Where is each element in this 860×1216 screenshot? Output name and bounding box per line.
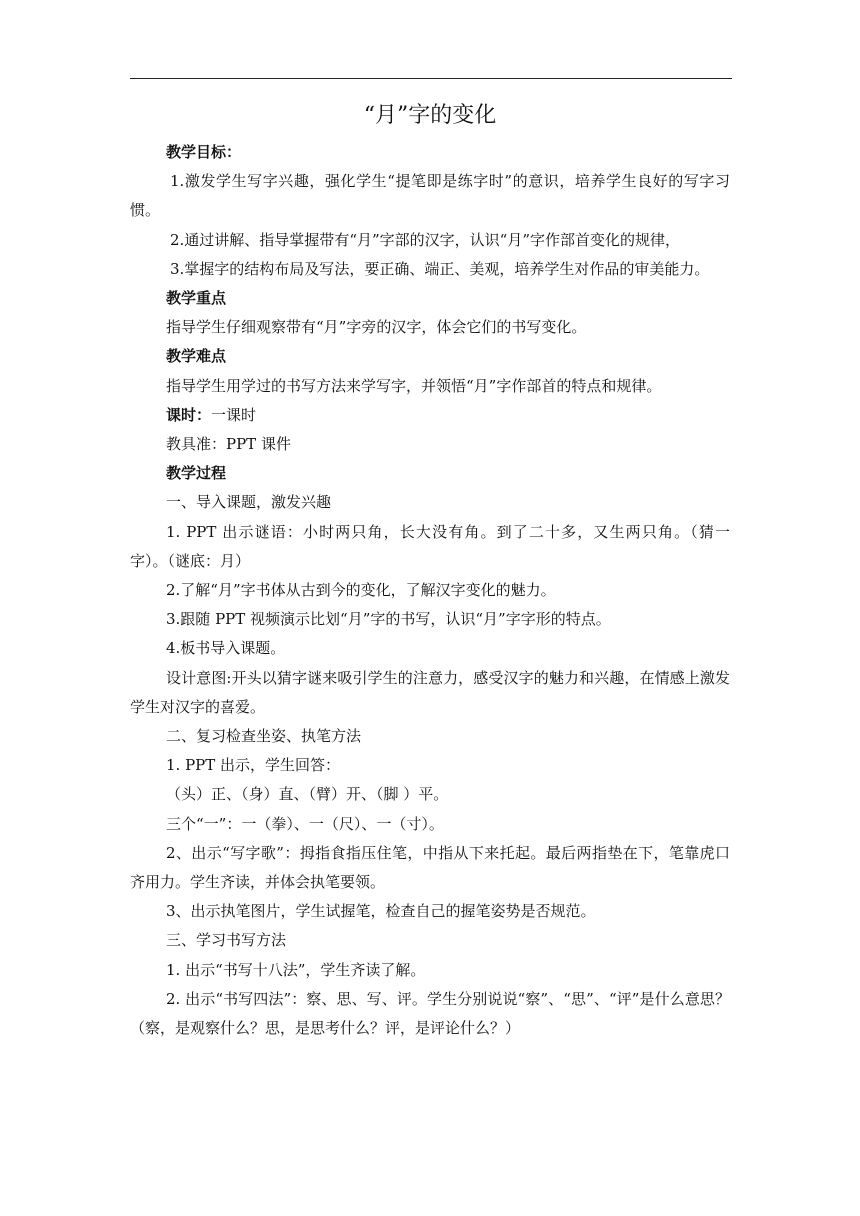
difficulty-heading: 教学难点 (166, 347, 227, 366)
s1-item-2: 2.了解“月”字书体从古到今的变化，了解汉字变化的魅力。 (166, 581, 556, 600)
tools-line: 教具准：PPT 课件 (166, 435, 291, 454)
s3-item-1: 1. 出示“书写十八法”，学生齐读了解。 (166, 960, 426, 979)
key-point-heading: 教学重点 (166, 289, 227, 308)
key-point-text: 指导学生仔细观察带有“月”字旁的汉字，体会它们的书写变化。 (166, 318, 587, 337)
s1-item-3: 3.跟随 PPT 视频演示比划“月”字的书写，认识“月”字字形的特点。 (166, 610, 611, 629)
section-2-heading: 二、复习检查坐姿、执笔方法 (166, 727, 362, 746)
period-value: 一课时 (211, 405, 257, 424)
s2-three-ones: 三个“一”：一（拳）、一（尺）、一（寸）。 (166, 814, 444, 833)
s2-item-2: 2、出示“写字歌”：拇指食指压住笔，中指从下来托起。最后两指垫在下，笔靠虎口齐用力。学生齐读，并体会执笔要领。 (130, 843, 730, 892)
s1-item-1: 1. PPT 出示谜语：小时两只角，长大没有角。到了二十多，又生两只角。（猜一字）。（谜底：月） (130, 522, 730, 570)
objective-3: 3.掌握字的结构布局及写法，要正确、端正、美观，培养学生对作品的审美能力。 (170, 259, 710, 278)
s2-item-3: 3、出示执笔图片，学生试握笔，检查自己的握笔姿势是否规范。 (166, 902, 596, 921)
s2-posture: （头）正、（身）直、（臂）开、（脚 ）平。 (166, 785, 449, 804)
s2-item-1: 1. PPT 出示，学生回答： (166, 756, 341, 775)
process-heading: 教学过程 (166, 464, 227, 483)
section-3-heading: 三、学习书写方法 (166, 931, 287, 950)
document-title: “月”字的变化 (363, 103, 497, 128)
s1-item-4: 4.板书导入课题。 (166, 639, 286, 658)
header-rule (130, 78, 732, 79)
section-1-heading: 一、导入课题，激发兴趣 (166, 493, 332, 512)
design-intent: 设计意图:开头以猜字谜来吸引学生的注意力，感受汉字的魅力和兴趣，在情感上激发学生对汉字的喜爱。 (130, 668, 730, 716)
difficulty-text: 指导学生用学过的书写方法来学写字，并领悟“月”字作部首的特点和规律。 (166, 376, 662, 395)
objectives-heading: 教学目标： (166, 143, 242, 161)
objective-1: 1.激发学生写字兴趣，强化学生“提笔即是练字时”的意识，培养学生良好的写字习惯。 (130, 172, 730, 220)
document-body (130, 100, 730, 1043)
period-label: 课时： (166, 405, 212, 424)
s3-item-2: 2. 出示“书写四法”：察、思、写、评。学生分别说说“察”、“思”、“评”是什么意思？（察，是观察什么？思，是思考什么？评，是评论什么？） (130, 989, 730, 1038)
period-line (130, 401, 730, 430)
objective-2: 2.通过讲解、指导掌握带有“月”字部的汉字，认识“月”字作部首变化的规律， (170, 230, 680, 249)
